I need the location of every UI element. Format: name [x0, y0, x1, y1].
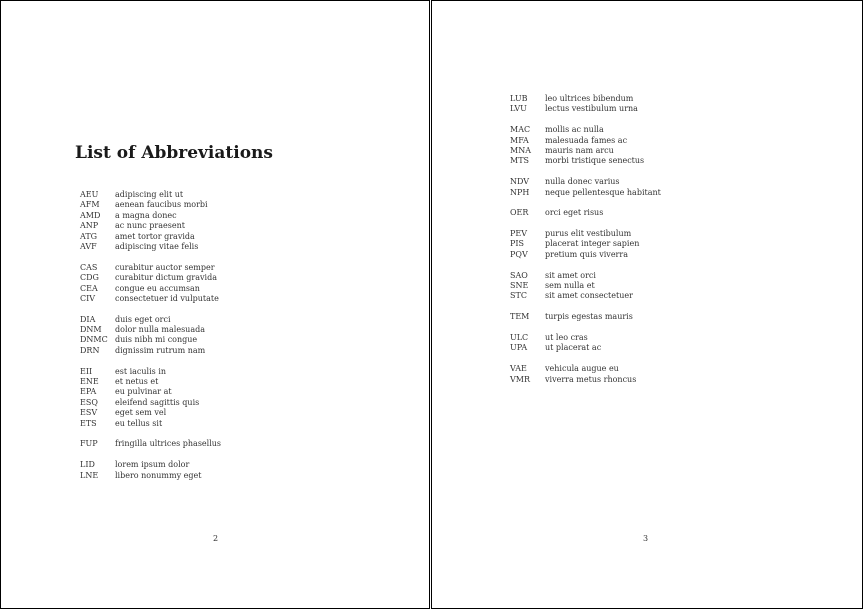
abbreviation-code: LNE — [80, 470, 99, 480]
abbreviation-group — [510, 208, 661, 218]
page-2 — [0, 0, 430, 609]
abbreviation-definition: ut leo cras — [545, 332, 588, 342]
abbreviation-definition: purus elit vestibulum — [545, 229, 632, 239]
abbreviation-code: LVU — [510, 104, 527, 114]
abbreviation-definition: vehicula augue eu — [545, 364, 619, 374]
abbreviation-entry — [80, 335, 221, 345]
abbreviation-definition: curabitur auctor semper — [115, 262, 215, 272]
abbreviation-entry — [80, 242, 221, 252]
abbreviation-definition: viverra metus rhoncus — [545, 374, 637, 384]
abbreviation-entry — [80, 367, 221, 377]
abbreviation-code: AFM — [80, 200, 100, 210]
abbreviation-code: CIV — [80, 293, 96, 303]
abbreviation-code: PIS — [510, 239, 525, 249]
abbreviation-definition: lectus vestibulum urna — [545, 104, 638, 114]
abbreviation-group — [510, 364, 661, 385]
abbreviation-group — [80, 263, 221, 305]
abbreviation-code: VMR — [510, 374, 530, 384]
abbreviation-definition: nulla donec varius — [545, 177, 620, 187]
abbreviation-entry — [510, 364, 661, 374]
abbreviation-list-left — [80, 190, 221, 491]
abbreviation-definition: duis eget orci — [115, 314, 171, 324]
abbreviation-definition: ut placerat ac — [545, 343, 602, 353]
abbreviation-code: ATG — [80, 231, 98, 241]
abbreviation-group — [80, 190, 221, 252]
abbreviation-entry — [510, 104, 661, 114]
abbreviation-entry — [80, 439, 221, 449]
abbreviation-code: AVF — [80, 241, 97, 251]
abbreviation-entry — [80, 232, 221, 242]
abbreviation-definition: eleifend sagittis quis — [115, 397, 200, 407]
abbreviation-group — [510, 312, 661, 322]
abbreviation-code: ANP — [80, 221, 99, 231]
abbreviation-code: SAO — [510, 270, 528, 280]
abbreviation-entry — [510, 250, 661, 260]
abbreviation-code: UPA — [510, 343, 528, 353]
abbreviation-entry — [510, 94, 661, 104]
abbreviation-code: AMD — [80, 210, 101, 220]
abbreviation-group — [80, 439, 221, 449]
abbreviation-entry — [80, 284, 221, 294]
abbreviation-group — [80, 367, 221, 429]
abbreviation-entry — [80, 294, 221, 304]
abbreviation-entry — [510, 343, 661, 353]
abbreviation-entry — [510, 291, 661, 301]
abbreviation-code: PQV — [510, 249, 528, 259]
abbreviation-code: EPA — [80, 387, 97, 397]
abbreviation-definition: placerat integer sapien — [545, 239, 640, 249]
page-number: 3 — [643, 534, 649, 543]
abbreviation-entry — [80, 315, 221, 325]
abbreviation-code: CEA — [80, 283, 98, 293]
abbreviation-code: ESV — [80, 408, 98, 418]
abbreviation-entry — [80, 325, 221, 335]
abbreviation-definition: a magna donec — [115, 210, 177, 220]
abbreviation-definition: consectetuer id vulputate — [115, 293, 219, 303]
abbreviation-definition: turpis egestas mauris — [545, 312, 633, 322]
abbreviation-code: LID — [80, 460, 95, 470]
abbreviation-group — [510, 271, 661, 302]
abbreviation-code: DRN — [80, 345, 100, 355]
abbreviation-definition: lorem ipsum dolor — [115, 460, 190, 470]
abbreviation-definition: leo ultrices bibendum — [545, 94, 634, 103]
abbreviation-definition: orci eget risus — [545, 208, 604, 218]
abbreviation-code: DNMC — [80, 335, 108, 345]
abbreviation-definition: curabitur dictum gravida — [115, 273, 217, 283]
abbreviation-code: ENE — [80, 377, 99, 387]
abbreviation-definition: et netus et — [115, 377, 159, 387]
abbreviation-definition: eu pulvinar at — [115, 387, 172, 397]
abbreviation-entry — [510, 146, 661, 156]
abbreviation-definition: malesuada fames ac — [545, 135, 628, 145]
abbreviation-code: NDV — [510, 177, 530, 187]
abbreviation-code: NPH — [510, 187, 530, 197]
page-number: 2 — [213, 534, 219, 543]
abbreviation-code: CAS — [80, 262, 98, 272]
abbreviation-code: MTS — [510, 156, 530, 166]
abbreviation-definition: ac nunc praesent — [115, 221, 185, 231]
abbreviation-code: EII — [80, 366, 93, 376]
abbreviation-definition: mauris nam arcu — [545, 145, 614, 155]
abbreviation-entry — [80, 211, 221, 221]
abbreviation-code: MNA — [510, 145, 531, 155]
abbreviation-definition: mollis ac nulla — [545, 125, 604, 135]
abbreviation-definition: libero nonummy eget — [115, 470, 202, 480]
abbreviation-definition: aenean faucibus morbi — [115, 200, 208, 210]
abbreviation-group — [80, 460, 221, 481]
abbreviation-code: DNM — [80, 325, 102, 335]
abbreviation-code: STC — [510, 291, 527, 301]
abbreviation-entry — [510, 188, 661, 198]
abbreviation-code: FUP — [80, 439, 98, 449]
abbreviation-code: OER — [510, 208, 529, 218]
abbreviation-definition: fringilla ultrices phasellus — [115, 439, 222, 449]
abbreviation-entry — [510, 208, 661, 218]
abbreviation-entry — [80, 273, 221, 283]
abbreviation-group — [510, 94, 661, 115]
abbreviation-definition: duis nibh mi congue — [115, 335, 198, 345]
abbreviation-entry — [510, 136, 661, 146]
abbreviation-group — [510, 125, 661, 167]
abbreviation-code: VAE — [510, 364, 527, 374]
abbreviation-definition: amet tortor gravida — [115, 231, 195, 241]
abbreviation-entry — [510, 271, 661, 281]
abbreviation-code: MFA — [510, 135, 529, 145]
page-title: List of Abbreviations — [75, 143, 273, 163]
abbreviation-entry — [80, 471, 221, 481]
abbreviation-entry — [80, 263, 221, 273]
abbreviation-definition: adipiscing vitae felis — [115, 241, 199, 251]
abbreviation-definition: eget sem vel — [115, 408, 167, 418]
abbreviation-entry — [80, 221, 221, 231]
abbreviation-group — [80, 315, 221, 357]
abbreviation-entry — [510, 177, 661, 187]
abbreviation-code: CDG — [80, 273, 99, 283]
abbreviation-code: TEM — [510, 312, 530, 322]
abbreviation-code: PEV — [510, 229, 527, 239]
abbreviation-code: LUB — [510, 94, 528, 103]
abbreviation-definition: sit amet orci — [545, 270, 596, 280]
abbreviation-group — [510, 333, 661, 354]
abbreviation-code: ETS — [80, 418, 97, 428]
abbreviation-definition: pretium quis viverra — [545, 249, 628, 259]
abbreviation-definition: morbi tristique senectus — [545, 156, 645, 166]
abbreviation-group — [510, 229, 661, 260]
abbreviation-list-right — [510, 94, 661, 395]
abbreviation-code: AEU — [80, 190, 99, 199]
abbreviation-entry — [510, 229, 661, 239]
abbreviation-definition: est iaculis in — [115, 366, 167, 376]
abbreviation-definition: dolor nulla malesuada — [115, 325, 205, 335]
abbreviation-entry — [80, 346, 221, 356]
abbreviation-code: DIA — [80, 314, 96, 324]
abbreviation-entry — [80, 387, 221, 397]
abbreviation-entry — [80, 408, 221, 418]
abbreviation-entry — [80, 398, 221, 408]
abbreviation-definition: sit amet consectetuer — [545, 291, 633, 301]
abbreviation-code: SNE — [510, 281, 529, 291]
abbreviation-definition: neque pellentesque habitant — [545, 187, 661, 197]
abbreviation-code: ESQ — [80, 397, 98, 407]
abbreviation-definition: sem nulla et — [545, 281, 595, 291]
abbreviation-entry — [80, 190, 221, 200]
abbreviation-entry — [510, 312, 661, 322]
abbreviation-definition: congue eu accumsan — [115, 283, 200, 293]
abbreviation-entry — [510, 333, 661, 343]
abbreviation-code: MAC — [510, 125, 531, 135]
abbreviation-entry — [510, 239, 661, 249]
abbreviation-entry — [510, 125, 661, 135]
abbreviation-entry — [80, 377, 221, 387]
abbreviation-entry — [80, 200, 221, 210]
abbreviation-definition: eu tellus sit — [115, 418, 163, 428]
abbreviation-entry — [510, 156, 661, 166]
abbreviation-entry — [80, 460, 221, 470]
abbreviation-code: ULC — [510, 332, 529, 342]
abbreviation-definition: dignissim rutrum nam — [115, 345, 206, 355]
abbreviation-group — [510, 177, 661, 198]
abbreviation-entry — [510, 281, 661, 291]
abbreviation-entry — [510, 375, 661, 385]
abbreviation-entry — [80, 419, 221, 429]
page-3 — [431, 0, 863, 609]
abbreviation-definition: adipiscing elit ut — [115, 190, 184, 199]
